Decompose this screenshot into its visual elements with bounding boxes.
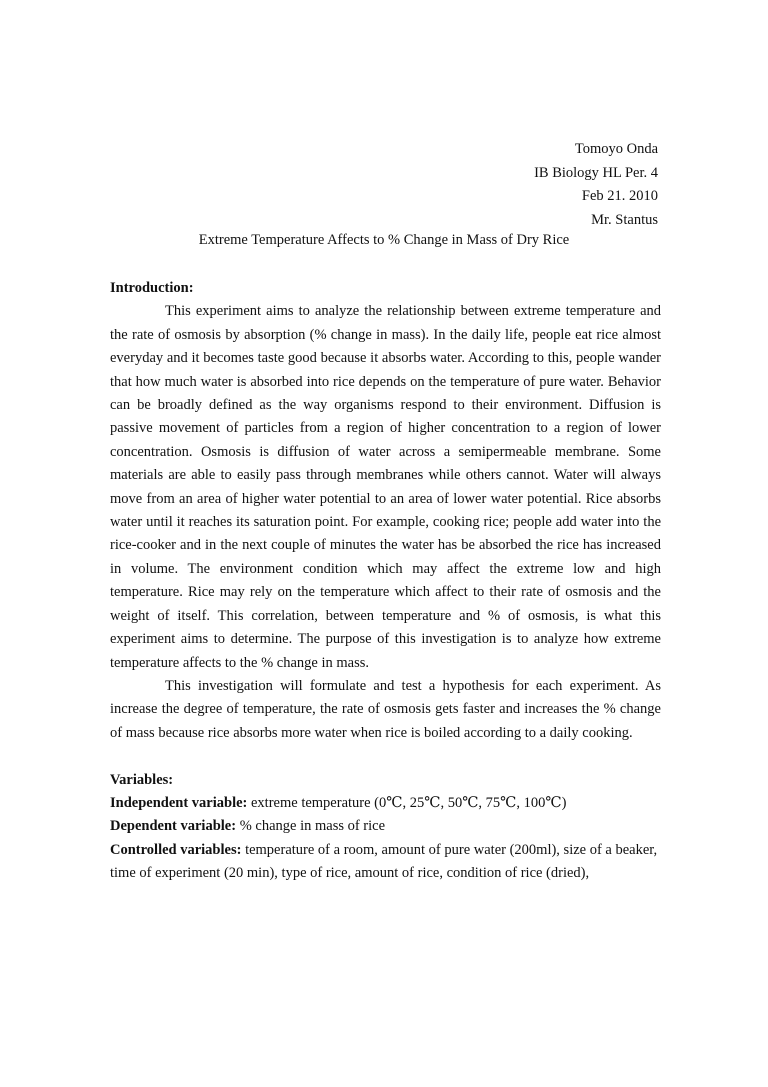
dependent-variable (110, 815, 661, 838)
independent-variable (110, 792, 661, 815)
introduction-heading: Introduction: (110, 280, 194, 296)
document-date: Feb 21. 2010 (581, 188, 658, 204)
author-name: Tomoyo Onda (574, 141, 658, 157)
introduction-paragraph-2: This investigation will formulate and test a hypothesis for each experiment. As increase the degree of temperature, the rate of osmosis gets faster and increases the % change of mass because rice absorbs more water when rice is boiled according to a daily cooking. (110, 677, 661, 741)
spacer (110, 745, 661, 768)
variables-heading: Variables: (110, 771, 174, 788)
title-text: Extreme Temperature Affects to % Change in Mass of Dry Rice (198, 232, 570, 248)
teacher-name: Mr. Stantus (591, 211, 658, 228)
controlled-variables (110, 839, 661, 886)
controlled-variables-label: Controlled variables: (110, 841, 242, 858)
independent-variable-label: Independent variable: (110, 794, 248, 811)
controlled-variables-value: temperature of a room, amount of pure water (200ml), size of a beaker, time of experiment (20 min), type of rice, amount of rice, condition of rice (dried), (110, 841, 658, 882)
document-body (110, 277, 661, 886)
document-header (534, 138, 658, 232)
document-title (0, 232, 768, 249)
dependent-variable-label: Dependent variable: (110, 818, 237, 835)
introduction-paragraph-1: This experiment aims to analyze the relationship between extreme temperature and the rate of osmosis by absorption (% change in mass). In the daily life, people eat rice almost everyday and it becomes taste good because it absorbs water. According to this, people wander that how much water is absorbed into rice depends on the temperature of pure water. Behavior can be broadly defined as the way organisms respond to their environment. Diffusion is passive movement of particles from a region of higher concentration to a region of lower concentration. Osmosis is diffusion of water across a semipermeable membrane. Some materials are able to easily pass through membranes while others cannot. Water will always move from an area of higher water potential to an area of lower water potential. Rice absorbs water until it reaches its saturation point. For example, cooking rice; people add water into the rice-cooker and in the next couple of minutes the water has be absorbed the rice has increased in volume. The environment condition which may affect the extreme low and high temperature. Rice may rely on the temperature which affect to their rate of osmosis and the weight of itself. This correlation, between temperature and % of osmosis, is what this experiment aims to determine. The purpose of this investigation is to analyze how extreme temperature affects to the % change in mass. (110, 303, 661, 671)
course-name: IB Biology HL Per. 4 (534, 164, 658, 181)
independent-variable-value: extreme temperature (0℃, 25℃, 50℃, 75℃, 100℃) (247, 794, 567, 811)
dependent-variable-value: % change in mass of rice (236, 818, 386, 835)
